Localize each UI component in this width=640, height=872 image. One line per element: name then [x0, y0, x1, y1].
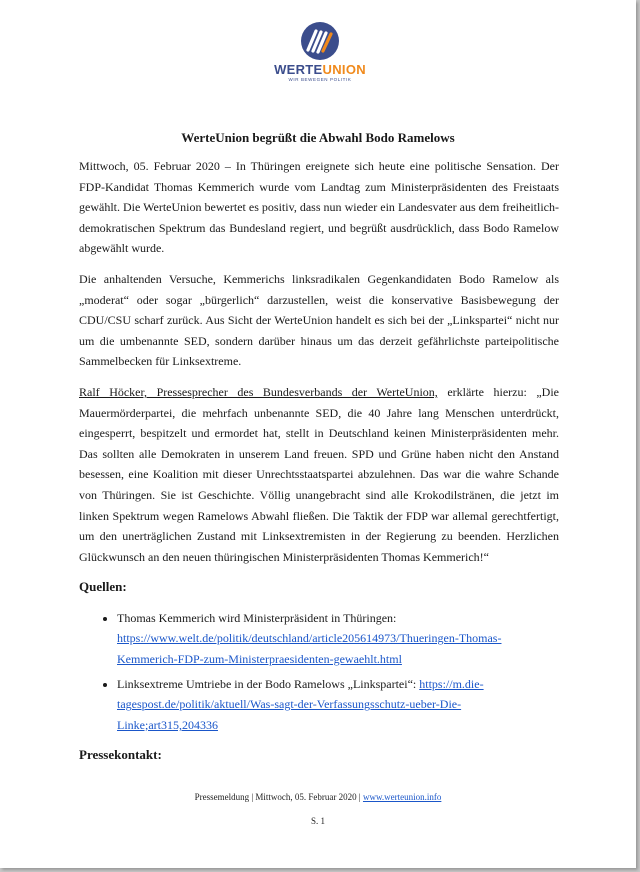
source-item — [117, 608, 559, 670]
footer-text: Pressemeldung | Mittwoch, 05. Februar 2020 | — [194, 792, 363, 802]
footer-website-link[interactable]: www.werteunion.info — [362, 792, 442, 802]
page-footer — [0, 792, 636, 802]
source-link-tagespost[interactable]: https://m.die-tagespost.de/politik/aktuell/Was-sagt-der-Verfassungsschutz-ueber-Die-Linke;art315,204336 — [117, 676, 484, 732]
source-item-text: Linksextreme Umtriebe in der Bodo Ramelows „Linkspartei“: — [117, 676, 420, 691]
werteunion-logo — [270, 20, 370, 92]
werteunion-logo-mark-icon — [297, 20, 343, 62]
press-contact-heading: Pressekontakt: — [79, 747, 162, 763]
paragraph-position: Die anhaltenden Versuche, Kemmerichs linksradikalen Gegenkandidaten Bodo Ramelow als „moderat“ oder sogar „bürgerlich“ darzustellen, weist die konservative Basisbewegung der CDU/CSU scharf zurück. Aus Sicht der WerteUnion handelt es sich bei der „Linkspartei“ nicht nur um die umbenannte SED, sondern darüber hinaus um das derzeit gefährlichste parteipolitische Sammelbecken für Linksextreme. — [79, 271, 559, 369]
paragraph-intro: Mittwoch, 05. Februar 2020 – In Thüringen ereignete sich heute eine politische Sensation. Der FDP-Kandidat Thomas Kemmerich wurde vom Landtag zum Ministerpräsidenten des Freistaats gewählt. Die WerteUnion bewertet es positiv, dass nun wieder ein Landesvater aus dem freiheitlich-demokratischen Spektrum das Bundesland regiert, und begrüßt ausdrücklich, dass Bodo Ramelow abgewählt wurde. — [79, 159, 559, 256]
sources-heading: Quellen: — [79, 579, 127, 595]
logo-word-union: UNION — [322, 62, 366, 77]
page-number: S. 1 — [310, 816, 325, 826]
source-link-welt[interactable]: https://www.welt.de/politik/deutschland/article205614973/Thueringen-Thomas-Kemmerich-FDP-zum-Ministerpraesidenten-gewaehlt.html — [117, 631, 502, 667]
source-item — [117, 674, 559, 736]
logo-tagline: WIR BEWEGEN POLITIK — [288, 77, 352, 82]
source-item-text: Thomas Kemmerich wird Ministerpräsident in Thüringen: — [117, 610, 397, 625]
paragraph-quote — [79, 382, 559, 567]
sources-list — [79, 608, 559, 736]
quote-text: erklärte hierzu: „Die Mauermörderpartei, die mehrfach unbenannte SED, die 40 Jahre lang Menschen unterdrückt, eingesperrt, bespitzelt und ermordet hat, stellt in Deutschland keinen Ministerpräsidenten mehr. Das sollten alle Demokraten in unserem Land freuen. SPD und Grüne haben nicht den Anstand besessen, eine Koalition mit dieser Unrechtsstaatspartei abzulehnen. Das war die wahre Schande von Thüringen. Sie ist Geschichte. Völlig unangebracht sind alle Krokodilstränen, die jetzt im linken Spektrum wegen Ramelows Abwahl fließen. Die Taktik der FDP war allemal gerechtfertigt, um den unerträglichen Zustand mit Linksextremisten in der Regierung zu beenden. Herzlichen Glückwunsch an den neuen thüringischen Ministerpräsidenten Thomas Kemmerich!“ — [79, 384, 559, 564]
logo-word-werte: WERTE — [274, 62, 323, 77]
logo-wordmark — [270, 63, 370, 77]
press-release-title: WerteUnion begrüßt die Abwahl Bodo Ramelows — [181, 130, 455, 145]
quote-speaker: Ralf Höcker, Pressesprecher des Bundesverbands der WerteUnion, — [79, 384, 438, 399]
press-release-body — [79, 156, 559, 776]
